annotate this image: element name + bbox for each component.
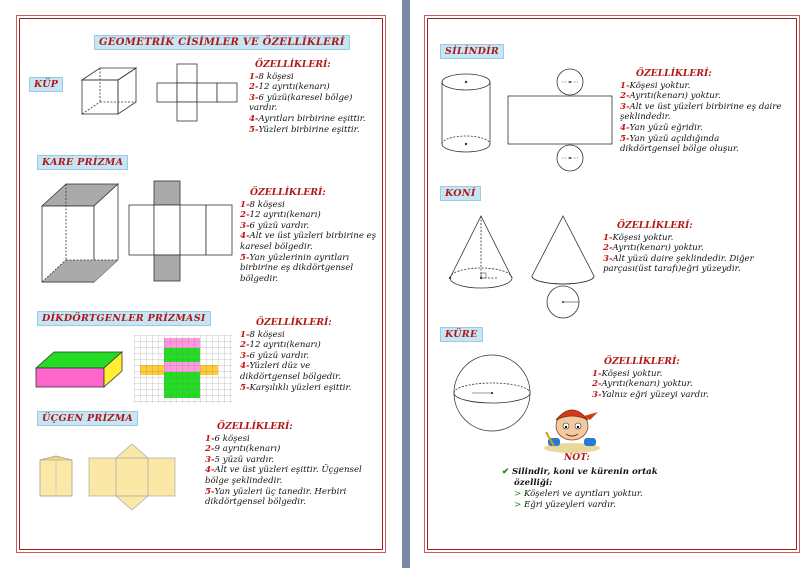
property-text: 8 köşesi bbox=[258, 71, 294, 82]
property-line bbox=[592, 390, 782, 401]
property-text: bölgedir. bbox=[240, 273, 279, 284]
property-number: 1- bbox=[240, 199, 250, 210]
property-text: Köşesi yoktur. bbox=[629, 80, 691, 91]
property-text: dikdörtgensel bölge oluşur. bbox=[620, 144, 739, 155]
page-title: GEOMETRİK CİSİMLER VE ÖZELLİKLERİ bbox=[94, 35, 350, 50]
properties-heading: ÖZELLİKLERİ: bbox=[255, 59, 331, 70]
section-tag-kup: KÜP bbox=[29, 77, 63, 92]
property-line bbox=[249, 72, 379, 83]
property-number: 2- bbox=[240, 210, 250, 221]
property-number: 1- bbox=[240, 329, 250, 340]
property-line bbox=[603, 233, 793, 244]
property-text: bölge şeklindedir. bbox=[205, 475, 283, 486]
property-text: Yan yüzü açıldığında bbox=[629, 133, 720, 144]
kare-prizma-properties bbox=[240, 188, 380, 284]
property-line bbox=[205, 487, 375, 498]
property-text: 9 ayrıtı(kenarı) bbox=[214, 444, 281, 455]
properties-heading: ÖZELLİKLERİ: bbox=[617, 220, 693, 231]
property-text: Ayrıtı(kenarı) yoktur. bbox=[629, 91, 721, 102]
property-number: 5- bbox=[240, 382, 250, 393]
note-lead: Silindir, koni ve kürenin ortak bbox=[511, 467, 658, 477]
property-text: şeklindedir. bbox=[620, 112, 671, 123]
property-text: 12 ayrıtı(kenarı) bbox=[258, 82, 330, 93]
property-number: 1- bbox=[603, 232, 613, 243]
cylinder-figure bbox=[440, 72, 492, 156]
property-text: 6 yüzü(karesel bölge) bbox=[258, 92, 353, 103]
property-line bbox=[240, 274, 380, 285]
property-text: 6 yüzü vardır. bbox=[249, 220, 310, 231]
property-text: dikdörtgensel bölgedir. bbox=[240, 371, 341, 382]
arrow-bullet-icon: > bbox=[514, 500, 522, 510]
property-text: 8 köşesi bbox=[249, 199, 285, 210]
properties-heading: ÖZELLİKLERİ: bbox=[636, 68, 712, 79]
ucgen-prizma-properties bbox=[205, 422, 375, 508]
triangular-prism-figure bbox=[38, 454, 74, 498]
note-body bbox=[502, 467, 702, 511]
property-text: Yüzleri birbirine eşittir. bbox=[258, 124, 360, 135]
property-text: 12 ayrıtı(kenarı) bbox=[249, 340, 321, 351]
property-line bbox=[620, 123, 795, 134]
property-text: karesel bölgedir. bbox=[240, 241, 313, 252]
property-line bbox=[620, 144, 795, 155]
arrow-bullet-icon: > bbox=[514, 489, 522, 499]
property-text: Karşılıklı yüzleri eşittir. bbox=[249, 382, 352, 393]
square-prism-net-figure bbox=[128, 180, 234, 284]
property-text: Yan yüzlerinin ayrıtları bbox=[249, 252, 350, 263]
cylinder-net-figure bbox=[506, 68, 614, 176]
property-line bbox=[620, 134, 795, 145]
property-line bbox=[620, 81, 795, 92]
property-text: 6 köşesi bbox=[214, 433, 250, 444]
property-number: 4- bbox=[240, 361, 250, 372]
property-text: birbirine eş dikdörtgensel bbox=[240, 263, 354, 274]
property-number: 3- bbox=[592, 389, 602, 400]
properties-heading: ÖZELLİKLERİ: bbox=[217, 421, 293, 432]
square-prism-figure bbox=[38, 180, 122, 286]
property-number: 5- bbox=[620, 133, 630, 144]
property-text: 5 yüzü vardır. bbox=[214, 454, 275, 465]
section-tag-kure: KÜRE bbox=[440, 327, 483, 342]
note-item: Eğri yüzeyleri vardır. bbox=[523, 500, 616, 510]
property-number: 1- bbox=[249, 71, 259, 82]
properties-heading: ÖZELLİKLERİ: bbox=[250, 187, 326, 198]
property-number: 2- bbox=[620, 91, 630, 102]
property-line bbox=[240, 221, 380, 232]
property-number: 4- bbox=[205, 465, 215, 476]
property-line bbox=[205, 497, 375, 508]
property-line bbox=[240, 351, 380, 362]
property-text: Alt ve üst yüzleri eşittir. Üçgensel bbox=[214, 465, 362, 476]
property-text: Yalnız eğri yüzeyi vardır. bbox=[601, 389, 709, 400]
note-item: Köşeleri ve ayrıtları yoktur. bbox=[523, 489, 643, 499]
property-text: Alt ve üst yüzleri birbirine eş daire bbox=[629, 101, 782, 112]
note-lead-2: özelliği: bbox=[514, 478, 553, 488]
property-number: 3- bbox=[205, 454, 215, 465]
property-text: 12 ayrıtı(kenarı) bbox=[249, 210, 321, 221]
rectangular-prism-figure bbox=[34, 350, 124, 390]
property-text: Yüzleri düz ve bbox=[249, 361, 311, 372]
koni-properties bbox=[603, 221, 793, 275]
property-line bbox=[240, 210, 380, 221]
property-number: 2- bbox=[249, 82, 259, 93]
section-tag-dikdortgenler-prizmasi: DİKDÖRTGENLER PRİZMASI bbox=[37, 311, 211, 326]
property-line bbox=[205, 455, 375, 466]
kup-properties bbox=[249, 60, 379, 135]
property-line bbox=[240, 372, 380, 383]
property-text: Yan yüzleri üç tanedir. Herbiri bbox=[214, 486, 347, 497]
cone-figure bbox=[448, 214, 514, 294]
property-text: Ayrıtı(kenarı) yoktur. bbox=[601, 379, 693, 390]
document-page-1 bbox=[0, 0, 402, 568]
property-line bbox=[249, 114, 379, 125]
property-text: 8 köşesi bbox=[249, 329, 285, 340]
property-line bbox=[240, 340, 380, 351]
cube-net-figure bbox=[156, 63, 238, 123]
property-number: 2- bbox=[603, 243, 613, 254]
property-line bbox=[603, 264, 793, 275]
property-line bbox=[592, 369, 782, 380]
property-number: 1- bbox=[205, 433, 215, 444]
property-number: 5- bbox=[205, 486, 215, 497]
properties-heading: ÖZELLİKLERİ: bbox=[256, 317, 332, 328]
section-tag-ucgen-prizma: ÜÇGEN PRİZMA bbox=[37, 411, 138, 426]
property-line bbox=[205, 434, 375, 445]
property-text: Köşesi yoktur. bbox=[612, 232, 674, 243]
property-number: 4- bbox=[240, 231, 250, 242]
property-text: vardır. bbox=[249, 103, 278, 114]
property-line bbox=[205, 476, 375, 487]
property-number: 1- bbox=[620, 80, 630, 91]
property-line bbox=[240, 383, 380, 394]
property-line bbox=[592, 379, 782, 390]
dikdortgenler-prizmasi-properties bbox=[240, 318, 380, 393]
rectangular-prism-net-figure bbox=[134, 335, 232, 403]
properties-heading: ÖZELLİKLERİ: bbox=[604, 356, 680, 367]
section-tag-koni: KONİ bbox=[440, 186, 481, 201]
property-line bbox=[249, 93, 379, 104]
property-line bbox=[240, 263, 380, 274]
property-number: 1- bbox=[592, 368, 602, 379]
property-number: 2- bbox=[240, 340, 250, 351]
property-line bbox=[603, 243, 793, 254]
note-title: NOT: bbox=[564, 453, 590, 463]
property-text: Yan yüzü eğridir. bbox=[629, 122, 703, 133]
property-line bbox=[240, 361, 380, 372]
section-tag-kare-prizma: KARE PRİZMA bbox=[37, 155, 128, 170]
document-page-2 bbox=[410, 0, 811, 568]
property-line bbox=[249, 82, 379, 93]
property-line bbox=[205, 465, 375, 476]
property-text: dikdörtgensel bölgedir. bbox=[205, 497, 306, 508]
property-text: Köşesi yoktur. bbox=[601, 368, 663, 379]
property-number: 4- bbox=[620, 122, 630, 133]
property-number: 5- bbox=[249, 124, 259, 135]
property-line bbox=[620, 102, 795, 113]
property-number: 4- bbox=[249, 113, 259, 124]
property-line bbox=[603, 254, 793, 265]
property-line bbox=[205, 444, 375, 455]
property-text: Ayrıtları birbirine eşittir. bbox=[258, 113, 366, 124]
cartoon-character-image bbox=[538, 402, 606, 454]
property-line bbox=[240, 200, 380, 211]
property-line bbox=[249, 125, 379, 136]
property-number: 2- bbox=[205, 444, 215, 455]
property-number: 3- bbox=[240, 220, 250, 231]
property-text: 6 yüzü vardır. bbox=[249, 350, 310, 361]
property-line bbox=[249, 103, 379, 114]
kure-properties bbox=[592, 357, 782, 400]
property-line bbox=[240, 330, 380, 341]
property-line bbox=[240, 242, 380, 253]
checkmark-icon: ✔ bbox=[502, 467, 510, 477]
property-number: 3- bbox=[240, 350, 250, 361]
silindir-properties bbox=[620, 69, 795, 155]
property-text: Ayrıtı(kenarı) yoktur. bbox=[612, 243, 704, 254]
property-line bbox=[620, 112, 795, 123]
property-text: parçası(üst tarafı)eğri yüzeydir. bbox=[603, 264, 741, 275]
property-text: Alt ve üst yüzleri birbirine eş bbox=[249, 231, 377, 242]
sphere-figure bbox=[452, 353, 532, 433]
cone-net-figure bbox=[530, 214, 596, 320]
triangular-prism-net-figure bbox=[88, 442, 176, 512]
cube-figure bbox=[80, 66, 140, 116]
property-number: 3- bbox=[249, 92, 259, 103]
property-line bbox=[240, 231, 380, 242]
property-line bbox=[620, 91, 795, 102]
property-line bbox=[240, 253, 380, 264]
property-number: 3- bbox=[603, 253, 613, 264]
section-tag-silindir: SİLİNDİR bbox=[440, 44, 504, 59]
property-number: 5- bbox=[240, 252, 250, 263]
property-number: 3- bbox=[620, 101, 630, 112]
property-text: Alt yüzü daire şeklindedir. Diğer bbox=[612, 253, 754, 264]
property-number: 2- bbox=[592, 379, 602, 390]
